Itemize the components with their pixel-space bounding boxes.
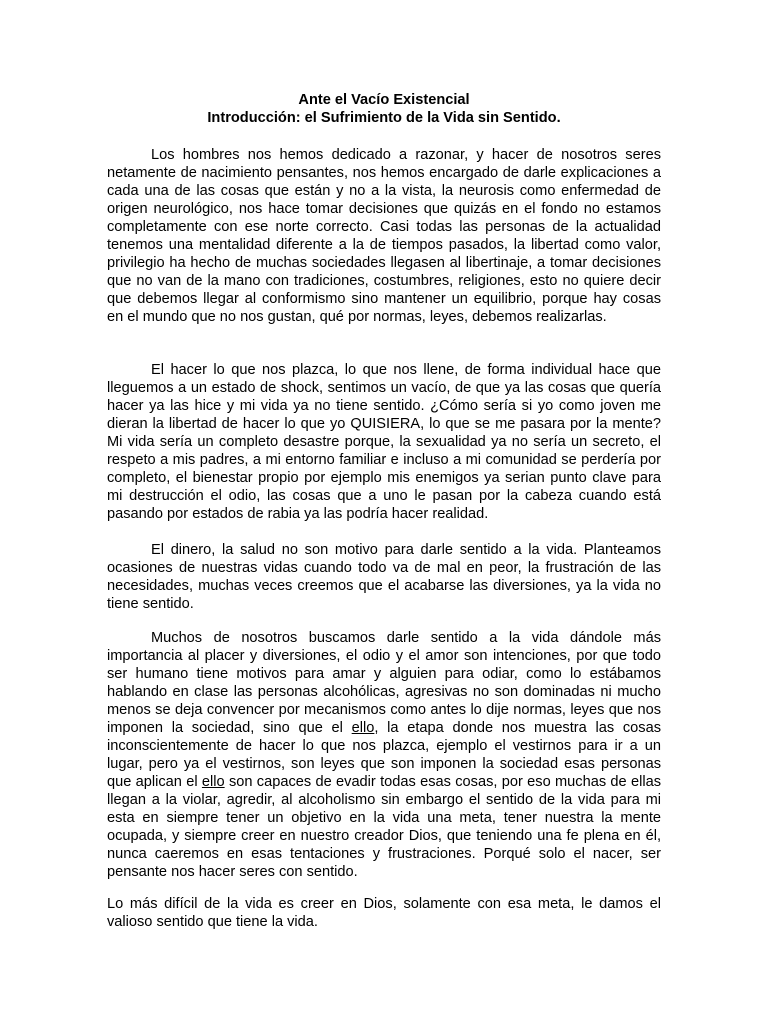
document-title: Ante el Vacío Existencial bbox=[298, 92, 470, 108]
paragraph-4-part-3: son capaces de evadir todas esas cosas, por eso muchas de ellas llegan a la violar, agredir, al alcoholismo sin embargo el sentido de la vida para mi esta en siempre tener un objetivo en la vida una meta, tener nuestra la mente ocupada, y siempre creer en nuestro creador Dios, que teniendo una fe plena en él, nunca caeremos en esas tentaciones y frustraciones. Porqué solo el nacer, ser pensante nos hacer seres con sentido. bbox=[107, 774, 661, 880]
closing-paragraph: Lo más difícil de la vida es creer en Dios, solamente con esa meta, le damos el valioso sentido que tiene la vida. bbox=[107, 896, 661, 930]
paragraph-4-part-1: Muchos de nosotros buscamos darle sentido a la vida dándole más importancia al placer y diversiones, el odio y el amor son intenciones, por que todo ser humano tiene motivos para amar y alguien para odiar, como lo estábamos hablando en clase las personas alcohólicas, agresivas no son dominadas ni mucho menos se deja convencer por mecanismos como antes lo dije normas, leyes que nos imponen la sociedad, sino que el bbox=[107, 630, 661, 736]
underlined-term-ello: ello bbox=[351, 720, 375, 736]
title-block bbox=[0, 91, 768, 127]
paragraph-1: Los hombres nos hemos dedicado a razonar, y hacer de nosotros seres netamente de nacimiento pensantes, nos hemos encargado de darle explicaciones a cada una de las cosas que están y no a la vista, la neurosis como enfermedad de origen neurológico, nos hace tomar decisiones que quizás en el fondo no estamos completamente con ese norte correcto. Casi todas las personas de la actualidad tenemos una mentalidad diferente a la de tiempos pasados, la libertad como valor, privilegio ha hecho de muchas sociedades llegasen al libertinaje, a tomar decisiones que no van de la mano con tradiciones, costumbres, religiones, esto no quiere decir que debemos llegar al conformismo sino mantener un equilibrio, porque hay cosas en el mundo que no nos gustan, qué por normas, leyes, debemos realizarlas. bbox=[107, 147, 661, 325]
paragraph-2: El hacer lo que nos plazca, lo que nos llene, de forma individual hace que lleguemos a un estado de shock, sentimos un vacío, de que ya las cosas que quería hacer ya las hice y mi vida ya no tiene sentido. ¿Cómo sería si yo como joven me dieran la libertad de hacer lo que yo QUISIERA, lo que se me pasara por la mente? Mi vida sería un completo desastre porque, la sexualidad ya no sería un secreto, el respeto a mis padres, a mi entorno familiar e incluso a mi comunidad se perdería por completo, el bienestar propio por ejemplo mis enemigos ya serian punto clave para mi destrucción el odio, las cosas que a uno le pasan por la cabeza cuando está pasando por estados de rabia ya las podría hacer realidad. bbox=[107, 362, 661, 522]
paragraph-4 bbox=[107, 629, 661, 881]
paragraph-3: El dinero, la salud no son motivo para darle sentido a la vida. Planteamos ocasiones de nuestras vidas cuando todo va de mal en peor, la frustración de las necesidades, muchas veces creemos que el acabarse las diversiones, ya la vida no tiene sentido. bbox=[107, 542, 661, 612]
underlined-term-ello: ello bbox=[201, 774, 225, 790]
document-subtitle: Introducción: el Sufrimiento de la Vida sin Sentido. bbox=[207, 110, 561, 126]
paragraph-4-part-2: , la etapa donde nos muestra las cosas inconscientemente de hacer lo que nos plazca, ejemplo el vestirnos para ir a un lugar, pero ya el vestirnos, son leyes que son imponen la sociedad esas personas que aplican el bbox=[107, 720, 661, 790]
